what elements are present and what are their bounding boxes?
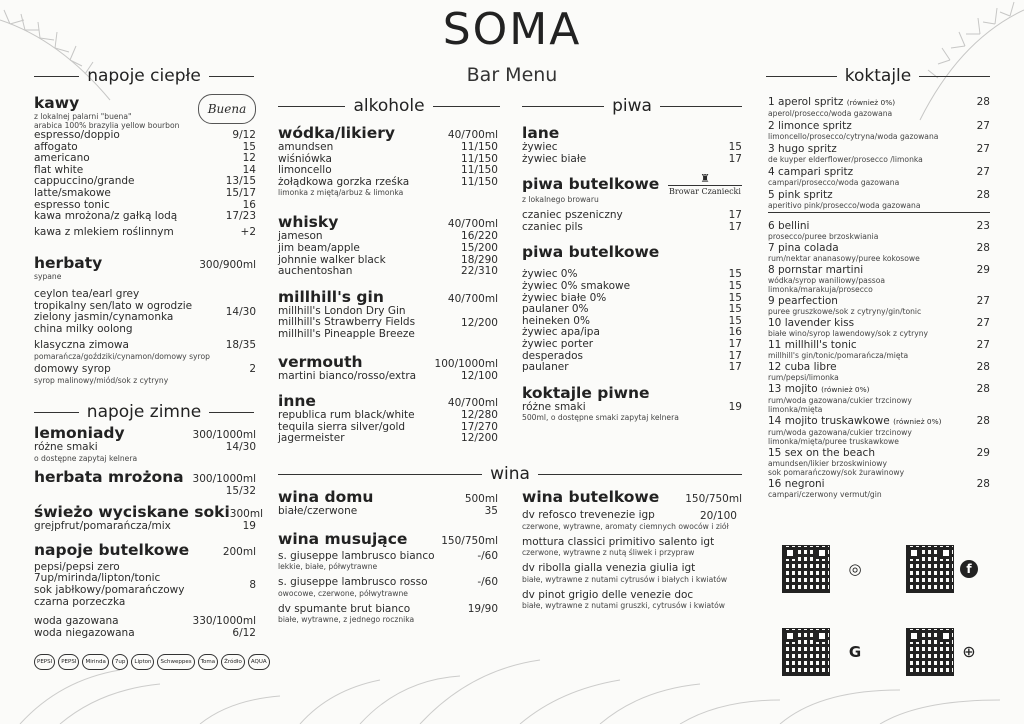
cocktail-price: 27 bbox=[976, 339, 990, 351]
herbaty-block bbox=[34, 254, 256, 385]
item-name: woda gazowana bbox=[34, 615, 119, 628]
item-price: -/60 bbox=[477, 549, 498, 562]
list-item bbox=[278, 604, 498, 616]
cocktail-price: 29 bbox=[976, 264, 990, 276]
item-name: amundsen bbox=[278, 141, 334, 153]
item-desc: białe, wytrawne, z jednego rocznika bbox=[278, 615, 415, 625]
item-name: cappuccino/grande bbox=[34, 175, 135, 188]
list-item: tropikalny sen/lato w ogrodzie bbox=[34, 299, 193, 312]
item-name: limoncello bbox=[278, 164, 332, 177]
cocktail-item bbox=[768, 317, 990, 329]
cocktail-name: 12 cuba libre bbox=[768, 361, 837, 373]
cocktail-desc: rum/woda gazowana/cukier trzcinowy bbox=[768, 428, 912, 437]
item-price: 16 bbox=[242, 198, 256, 211]
list-item bbox=[522, 362, 742, 374]
lemoniady-volume: 300/1000ml bbox=[192, 429, 256, 441]
item-price: 15 bbox=[242, 140, 256, 153]
list-item: china milky oolong bbox=[34, 322, 133, 335]
cocktail-price: 29 bbox=[976, 447, 990, 459]
item-price: 11/150 bbox=[461, 141, 498, 153]
kawy-heading: kawy bbox=[34, 94, 80, 112]
item-price: 17 bbox=[728, 361, 742, 374]
brand-logo: Mirinda bbox=[82, 654, 108, 670]
gin-list bbox=[278, 306, 415, 341]
piwa-butelkowe-list bbox=[522, 210, 742, 233]
kawy-list bbox=[34, 130, 256, 223]
cocktail-desc: aperol/prosecco/woda gazowana bbox=[768, 109, 893, 118]
cocktail-name: 2 limonce spritz bbox=[768, 120, 852, 132]
item-name: woda niegazowana bbox=[34, 626, 135, 639]
napoje-zimne-block bbox=[34, 424, 263, 639]
section-koktajle: koktajle bbox=[766, 66, 990, 86]
item-name: czaniec pszeniczny bbox=[522, 209, 623, 222]
cocktail-price: 27 bbox=[976, 120, 990, 132]
wina-butelkowe-volume: 150/750ml bbox=[685, 493, 742, 505]
list-item bbox=[522, 281, 742, 293]
list-item: millhill's London Dry Gin bbox=[278, 304, 406, 317]
herbaty-desc: sypane bbox=[34, 272, 62, 281]
kawy-desc-2: arabica 100% brazylia yellow bourbon bbox=[34, 121, 180, 130]
list-item: millhill's Strawberry Fields bbox=[278, 316, 416, 329]
cocktail-price: 28 bbox=[976, 383, 990, 395]
cocktail-item bbox=[768, 143, 990, 155]
item-name: paulaner bbox=[522, 361, 569, 374]
butelkowe-price: 8 bbox=[249, 578, 256, 591]
item-name: espresso/doppio bbox=[34, 129, 120, 141]
cocktail-name: 8 pornstar martini bbox=[768, 264, 864, 276]
item-price: 17 bbox=[728, 220, 742, 233]
cocktail-note: (również 0%) bbox=[893, 417, 942, 426]
cocktail-item bbox=[768, 415, 990, 428]
cocktail-price: 27 bbox=[976, 166, 990, 178]
cocktail-name: 7 pina colada bbox=[768, 242, 839, 254]
cocktail-price: 28 bbox=[976, 189, 990, 201]
item-name: heineken 0% bbox=[522, 314, 590, 327]
cocktail-name: 11 millhill's tonic bbox=[768, 339, 857, 351]
cocktail-desc: limonka/marakuja/prosecco bbox=[768, 285, 873, 294]
section-napoje-zimne: napoje zimne bbox=[34, 402, 254, 422]
facebook-icon[interactable]: f bbox=[960, 560, 978, 578]
divider bbox=[768, 212, 990, 213]
item-desc: lekkie, białe, półwytrawne bbox=[278, 562, 378, 572]
wina-butelkowe-list bbox=[522, 510, 742, 610]
item-price: 17 bbox=[728, 349, 742, 362]
item-price: 15 bbox=[728, 291, 742, 304]
cocktail-price: 27 bbox=[976, 143, 990, 155]
globe-icon[interactable]: ⊕ bbox=[962, 642, 976, 661]
item-price: 9/12 bbox=[232, 129, 256, 141]
herbaty-volume: 300/900ml bbox=[199, 259, 256, 271]
brand-logo: 7up bbox=[112, 654, 128, 670]
qr-code-facebook[interactable] bbox=[906, 545, 954, 593]
koktajle-piwne-heading: koktajle piwne bbox=[522, 383, 650, 402]
cocktail-note: (również 0%) bbox=[846, 98, 896, 107]
cocktail-item bbox=[768, 361, 990, 373]
cocktail-note: (również 0%) bbox=[821, 385, 870, 394]
herbaty-heading: herbaty bbox=[34, 254, 103, 272]
item-name: żywiec 0% smakowe bbox=[522, 279, 631, 292]
napoje-butelkowe-heading: napoje butelkowe bbox=[34, 540, 190, 559]
list-item: sok jabłkowy/pomarańczowy bbox=[34, 583, 185, 596]
cocktail-price: 23 bbox=[976, 220, 990, 232]
item-name: żywiec białe bbox=[522, 152, 587, 165]
cocktail-item bbox=[768, 339, 990, 351]
list-item bbox=[278, 243, 498, 255]
item-price: 330/1000ml bbox=[192, 615, 256, 628]
list-item: czarna porzeczka bbox=[34, 595, 126, 608]
brand-logo: Schweppes bbox=[157, 654, 194, 670]
herbaty-list bbox=[34, 289, 192, 335]
item-price: 15 bbox=[728, 314, 742, 327]
cocktail-desc: aperitivo pink/prosecco/woda gazowana bbox=[768, 201, 921, 210]
brand-logo: Toma bbox=[198, 654, 219, 670]
item-name: johnnie walker black bbox=[278, 253, 386, 266]
list-item bbox=[522, 339, 742, 351]
item-desc: limonka z miętą/arbuz & limonka bbox=[278, 188, 404, 198]
section-alkohole: alkohole bbox=[278, 96, 500, 116]
item-price: 16 bbox=[728, 326, 742, 339]
list-item bbox=[278, 577, 498, 589]
list-item bbox=[278, 142, 498, 154]
cocktail-item bbox=[768, 295, 990, 307]
napoje-butelkowe-list bbox=[34, 562, 184, 608]
item-price: 17 bbox=[728, 209, 742, 222]
item-name: espresso tonic bbox=[34, 198, 110, 211]
list-item bbox=[278, 551, 498, 563]
cocktail-price: 27 bbox=[976, 295, 990, 307]
gin-price: 12/200 bbox=[461, 317, 498, 330]
cocktail-name: 10 lavender kiss bbox=[768, 317, 855, 329]
instagram-icon[interactable]: ◎ bbox=[848, 560, 862, 578]
list-item bbox=[34, 628, 256, 640]
cocktail-item bbox=[768, 478, 990, 490]
item-price: 15/17 bbox=[225, 186, 256, 199]
wina-left-block bbox=[278, 488, 498, 624]
item-price: 15 bbox=[728, 268, 742, 281]
list-item: różne smaki 19 bbox=[522, 400, 742, 413]
item-name: s. giuseppe lambrusco rosso bbox=[278, 576, 428, 589]
list-item: martini bianco/rosso/extra 12/100 bbox=[278, 369, 498, 382]
cocktail-name: 13 mojito (również 0%) bbox=[768, 383, 870, 395]
crown-icon: ♜ bbox=[700, 172, 710, 185]
cocktail-price: 28 bbox=[976, 361, 990, 373]
cocktail-name: 16 negroni bbox=[768, 478, 825, 490]
item-name: auchentoshan bbox=[278, 265, 353, 278]
wina-butelkowe-heading: wina butelkowe bbox=[522, 488, 660, 506]
section-wina: wina bbox=[278, 464, 742, 484]
item-name: dv spumante brut bianco bbox=[278, 602, 411, 615]
section-piwa: piwa bbox=[522, 96, 742, 116]
item-price: 12/200 bbox=[461, 432, 498, 445]
inne-list bbox=[278, 410, 498, 445]
item-price: 13/15 bbox=[225, 175, 256, 188]
list-item bbox=[278, 177, 498, 189]
herbata-volume: 300/1000ml bbox=[192, 472, 256, 485]
vermouth-volume: 100/1000ml bbox=[434, 357, 498, 370]
item-desc: białe, wytrawne z nutami gruszki, cytrusów i kwiatów bbox=[522, 601, 725, 611]
qr-code-google[interactable] bbox=[782, 628, 830, 676]
item-name: latte/smakowe bbox=[34, 186, 111, 199]
list-item bbox=[278, 266, 498, 278]
cocktail-desc: de kuyper elderflower/prosecco /limonka bbox=[768, 155, 923, 164]
cocktail-item bbox=[768, 242, 990, 254]
item-desc: owocowe, czerwone, półwytrawne bbox=[278, 588, 408, 598]
soki-heading: świeżo wyciskane soki bbox=[34, 503, 230, 522]
list-item: domowy syrop 2 bbox=[34, 362, 256, 375]
list-item: 15/32 bbox=[225, 484, 256, 497]
list-item: klasyczna zimowa 18/35 bbox=[34, 339, 256, 352]
item-name: jameson bbox=[278, 230, 323, 243]
item-name: żywiec porter bbox=[522, 337, 594, 350]
cocktail-price: 28 bbox=[976, 242, 990, 254]
cocktail-item bbox=[768, 220, 990, 232]
cocktail-name: 9 pearfection bbox=[768, 295, 838, 307]
item-price: 12/280 bbox=[461, 409, 498, 422]
item-desc: z lokalnego browaru bbox=[522, 195, 599, 205]
cocktail-name: 4 campari spritz bbox=[768, 166, 854, 178]
item-price: 11/150 bbox=[461, 175, 498, 188]
wina-domu-volume: 500ml bbox=[464, 493, 498, 505]
herbaty-price: 14/30 bbox=[225, 306, 256, 319]
wodka-list bbox=[278, 142, 498, 188]
cocktail-item bbox=[768, 96, 990, 109]
list-item bbox=[522, 222, 742, 234]
lemoniady-heading: lemoniady bbox=[34, 424, 125, 442]
list-item bbox=[34, 616, 256, 628]
list-item bbox=[34, 188, 256, 200]
item-desc: pomarańcza/goździki/cynamon/domowy syrop bbox=[34, 351, 210, 361]
brand-logo: PEPSI bbox=[58, 654, 79, 670]
item-price: 11/150 bbox=[461, 152, 498, 165]
page-title: SOMA bbox=[442, 4, 582, 55]
item-price: 17/23 bbox=[225, 210, 256, 223]
item-desc: syrop malinowy/miód/sok z cytryny bbox=[34, 375, 169, 385]
cocktail-desc: białe wino/syrop lawendowy/sok z cytryny bbox=[768, 329, 929, 338]
list-item: różne smaki 14/30 bbox=[34, 441, 256, 453]
brand-logo: AQUA bbox=[248, 654, 270, 670]
item-desc: o dostępne zapytaj kelnera bbox=[34, 453, 138, 463]
herbata-mrozona-heading: herbata mrożona bbox=[34, 467, 184, 486]
vermouth-heading: vermouth bbox=[278, 352, 363, 371]
item-name: americano bbox=[34, 152, 90, 165]
cocktail-desc: puree gruszkowe/sok z cytryny/gin/tonic bbox=[768, 307, 922, 316]
browar-logo: ♜ Browar Czaniecki bbox=[669, 172, 741, 196]
item-price: 17 bbox=[728, 337, 742, 350]
list-item: dv refosco trevenezie igp bbox=[522, 509, 655, 521]
item-name: republica rum black/white bbox=[278, 409, 415, 422]
cocktail-price: 28 bbox=[976, 415, 990, 427]
cocktail-desc: amundsen/likier brzoskwiniowy bbox=[768, 459, 887, 468]
brand-logo: Lipton bbox=[131, 654, 154, 670]
list-item: pepsi/pepsi zero bbox=[34, 560, 120, 573]
cocktail-price: 27 bbox=[976, 317, 990, 329]
wina-right-block bbox=[522, 488, 742, 610]
cocktail-name: 3 hugo spritz bbox=[768, 143, 837, 155]
item-price: 15 bbox=[728, 141, 742, 153]
brand-logo: PEPSI bbox=[34, 654, 55, 670]
wina-musujace-list bbox=[278, 551, 498, 625]
lane-heading: lane bbox=[522, 124, 560, 142]
cocktail-desc: campari/czerwony vermut/gin bbox=[768, 490, 882, 499]
item-name: żywiec 0% bbox=[522, 268, 578, 281]
wina-musujace-volume: 150/750ml bbox=[441, 534, 498, 547]
cocktail-desc: prosecco/puree brzoskwiania bbox=[768, 232, 879, 241]
cocktail-name: 1 aperol spritz (również 0%) bbox=[768, 96, 896, 108]
cocktail-price: 28 bbox=[976, 478, 990, 490]
item-price: 15 bbox=[728, 279, 742, 292]
cocktail-item bbox=[768, 120, 990, 132]
item-name: żywiec apa/ipa bbox=[522, 326, 600, 339]
item-name: jim beam/apple bbox=[278, 241, 360, 254]
whisky-heading: whisky bbox=[278, 213, 339, 232]
qr-code-website[interactable] bbox=[906, 628, 954, 676]
item-price: 11/150 bbox=[461, 164, 498, 177]
list-item bbox=[34, 130, 256, 142]
item-price: -/60 bbox=[477, 576, 498, 589]
cocktail-desc: sok pomarańczowy/sok żurawinowy bbox=[768, 468, 905, 477]
item-price: 6/12 bbox=[232, 626, 256, 639]
cocktail-desc: campari/prosecco/woda gazowana bbox=[768, 178, 900, 187]
list-item: zielony jasmin/cynamonka bbox=[34, 311, 174, 324]
piwa-butelkowe-2-list bbox=[522, 269, 742, 373]
item-price: 17/270 bbox=[461, 420, 498, 433]
gin-heading: millhill's gin bbox=[278, 287, 384, 306]
item-name: tequila sierra silver/gold bbox=[278, 420, 406, 433]
buena-logo: Buena bbox=[198, 94, 256, 124]
item-price: 14 bbox=[242, 163, 256, 176]
wina-domu-heading: wina domu bbox=[278, 488, 374, 506]
cocktail-name: 15 sex on the beach bbox=[768, 447, 875, 459]
cocktail-desc: rum/nektar ananasowy/puree kokosowe bbox=[768, 254, 920, 263]
item-name: czaniec pils bbox=[522, 220, 583, 233]
item-desc: czerwone, wytrawne z nutą śliwek i przypraw bbox=[522, 548, 695, 558]
lane-list bbox=[522, 142, 742, 165]
wodka-heading: wódka/likiery bbox=[278, 124, 395, 142]
item-price: 17 bbox=[728, 152, 742, 165]
cocktail-item bbox=[768, 447, 990, 459]
list-item bbox=[278, 433, 498, 445]
alkohole-block bbox=[278, 124, 498, 445]
list-item bbox=[34, 211, 256, 223]
item-price: 15/200 bbox=[461, 241, 498, 254]
cocktail-desc: rum/woda gazowana/cukier trzcinowy bbox=[768, 396, 912, 405]
item-desc: 500ml, o dostępne smaki zapytaj kelnera bbox=[522, 413, 679, 423]
item-desc: białe, wytrawne z nutami cytrusów i białych i kwiatów bbox=[522, 574, 728, 584]
butelkowe-volume: 200ml bbox=[222, 545, 256, 558]
section-napoje-cieple: napoje ciepłe bbox=[34, 66, 254, 86]
cocktail-name: 6 bellini bbox=[768, 220, 810, 232]
list-item: mottura classici primitivo salento igt bbox=[522, 535, 715, 548]
list-item: millhill's Pineapple Breeze bbox=[278, 327, 415, 340]
cocktail-item bbox=[768, 383, 990, 396]
item-name: wiśniówka bbox=[278, 152, 332, 165]
item-price: 15 bbox=[728, 303, 742, 316]
wina-musujace-heading: wina musujące bbox=[278, 529, 408, 548]
item-name: żywiec bbox=[522, 141, 558, 153]
wodka-volume: 40/700ml bbox=[447, 129, 498, 141]
cocktail-item bbox=[768, 264, 990, 276]
list-item bbox=[522, 154, 742, 166]
koktajle-list-2 bbox=[768, 220, 990, 499]
cocktail-desc: limoncello/prosecco/cytryna/woda gazowana bbox=[768, 132, 939, 141]
whisky-volume: 40/700ml bbox=[447, 218, 498, 231]
google-icon[interactable]: G bbox=[848, 643, 862, 661]
item-desc: czerwone, wytrawne, aromaty ciemnych owoców i ziół bbox=[522, 521, 729, 531]
koktajle-list-1 bbox=[768, 96, 990, 210]
cocktail-name: 14 mojito truskawkowe (również 0%) bbox=[768, 415, 942, 427]
item-price: 12 bbox=[242, 152, 256, 165]
cocktail-desc: wódka/syrop waniliowy/passoa bbox=[768, 276, 886, 285]
item-name: desperados bbox=[522, 349, 584, 362]
list-item bbox=[278, 410, 498, 422]
list-item: ceylon tea/earl grey bbox=[34, 288, 140, 300]
cocktail-desc: millhill's gin/tonic/pomarańcza/mięta bbox=[768, 351, 909, 360]
item-price: 19/90 bbox=[467, 602, 498, 615]
item-name: żywiec białe 0% bbox=[522, 291, 607, 304]
inne-heading: inne bbox=[278, 392, 316, 411]
cocktail-desc: rum/pepsi/limonka bbox=[768, 373, 839, 382]
whisky-list bbox=[278, 231, 498, 277]
item-price: 16/220 bbox=[461, 230, 498, 243]
cocktail-desc: limonka/mięta/puree truskawkowe bbox=[768, 437, 899, 446]
item-name: s. giuseppe lambrusco bianco bbox=[278, 549, 435, 562]
list-item: 7up/mirinda/lipton/tonic bbox=[34, 572, 161, 585]
gin-volume: 40/700ml bbox=[447, 292, 498, 305]
list-item bbox=[522, 304, 742, 316]
item-price: 22/310 bbox=[461, 265, 498, 278]
list-item: kawa z mlekiem roślinnym +2 bbox=[34, 225, 256, 238]
item-name: flat white bbox=[34, 163, 84, 176]
cocktail-item bbox=[768, 189, 990, 201]
kawy-desc: z lokalnej palarni "buena" bbox=[34, 112, 132, 121]
qr-code-instagram[interactable] bbox=[782, 545, 830, 593]
brand-logo: Źródło bbox=[221, 654, 245, 670]
piwa-block bbox=[522, 124, 742, 422]
wina-butelkowe-price: 20/100 bbox=[700, 510, 737, 522]
cocktail-name: 5 pink spritz bbox=[768, 189, 833, 201]
leaf-decoration-icon bbox=[0, 640, 1024, 724]
item-name: paulaner 0% bbox=[522, 303, 589, 316]
item-price: 18/290 bbox=[461, 253, 498, 266]
piwa-butelkowe-2-heading: piwa butelkowe bbox=[522, 243, 660, 262]
list-item: dv ribolla gialla venezia giulia igt bbox=[522, 562, 696, 575]
list-item: białe/czerwone 35 bbox=[278, 505, 498, 517]
list-item bbox=[522, 142, 742, 154]
woda-list bbox=[34, 616, 256, 639]
soki-volume: 300ml bbox=[229, 508, 263, 521]
cocktail-item bbox=[768, 166, 990, 178]
item-name: kawa mrożona/z gałką lodą bbox=[34, 210, 178, 223]
list-item: dv pinot grigio delle venezie doc bbox=[522, 588, 694, 601]
item-name: żołądkowa gorzka rześka bbox=[278, 175, 410, 188]
page-subtitle: Bar Menu bbox=[466, 64, 558, 86]
list-item: grejpfrut/pomarańcza/mix 19 bbox=[34, 520, 256, 533]
brand-logos bbox=[34, 654, 270, 670]
cocktail-price: 28 bbox=[976, 96, 990, 108]
item-name: affogato bbox=[34, 140, 78, 153]
inne-volume: 40/700ml bbox=[447, 397, 498, 410]
item-name: jagermeister bbox=[278, 432, 345, 445]
piwa-butelkowe-heading: piwa butelkowe bbox=[522, 175, 660, 194]
cocktail-desc: limonka/mięta bbox=[768, 405, 823, 414]
